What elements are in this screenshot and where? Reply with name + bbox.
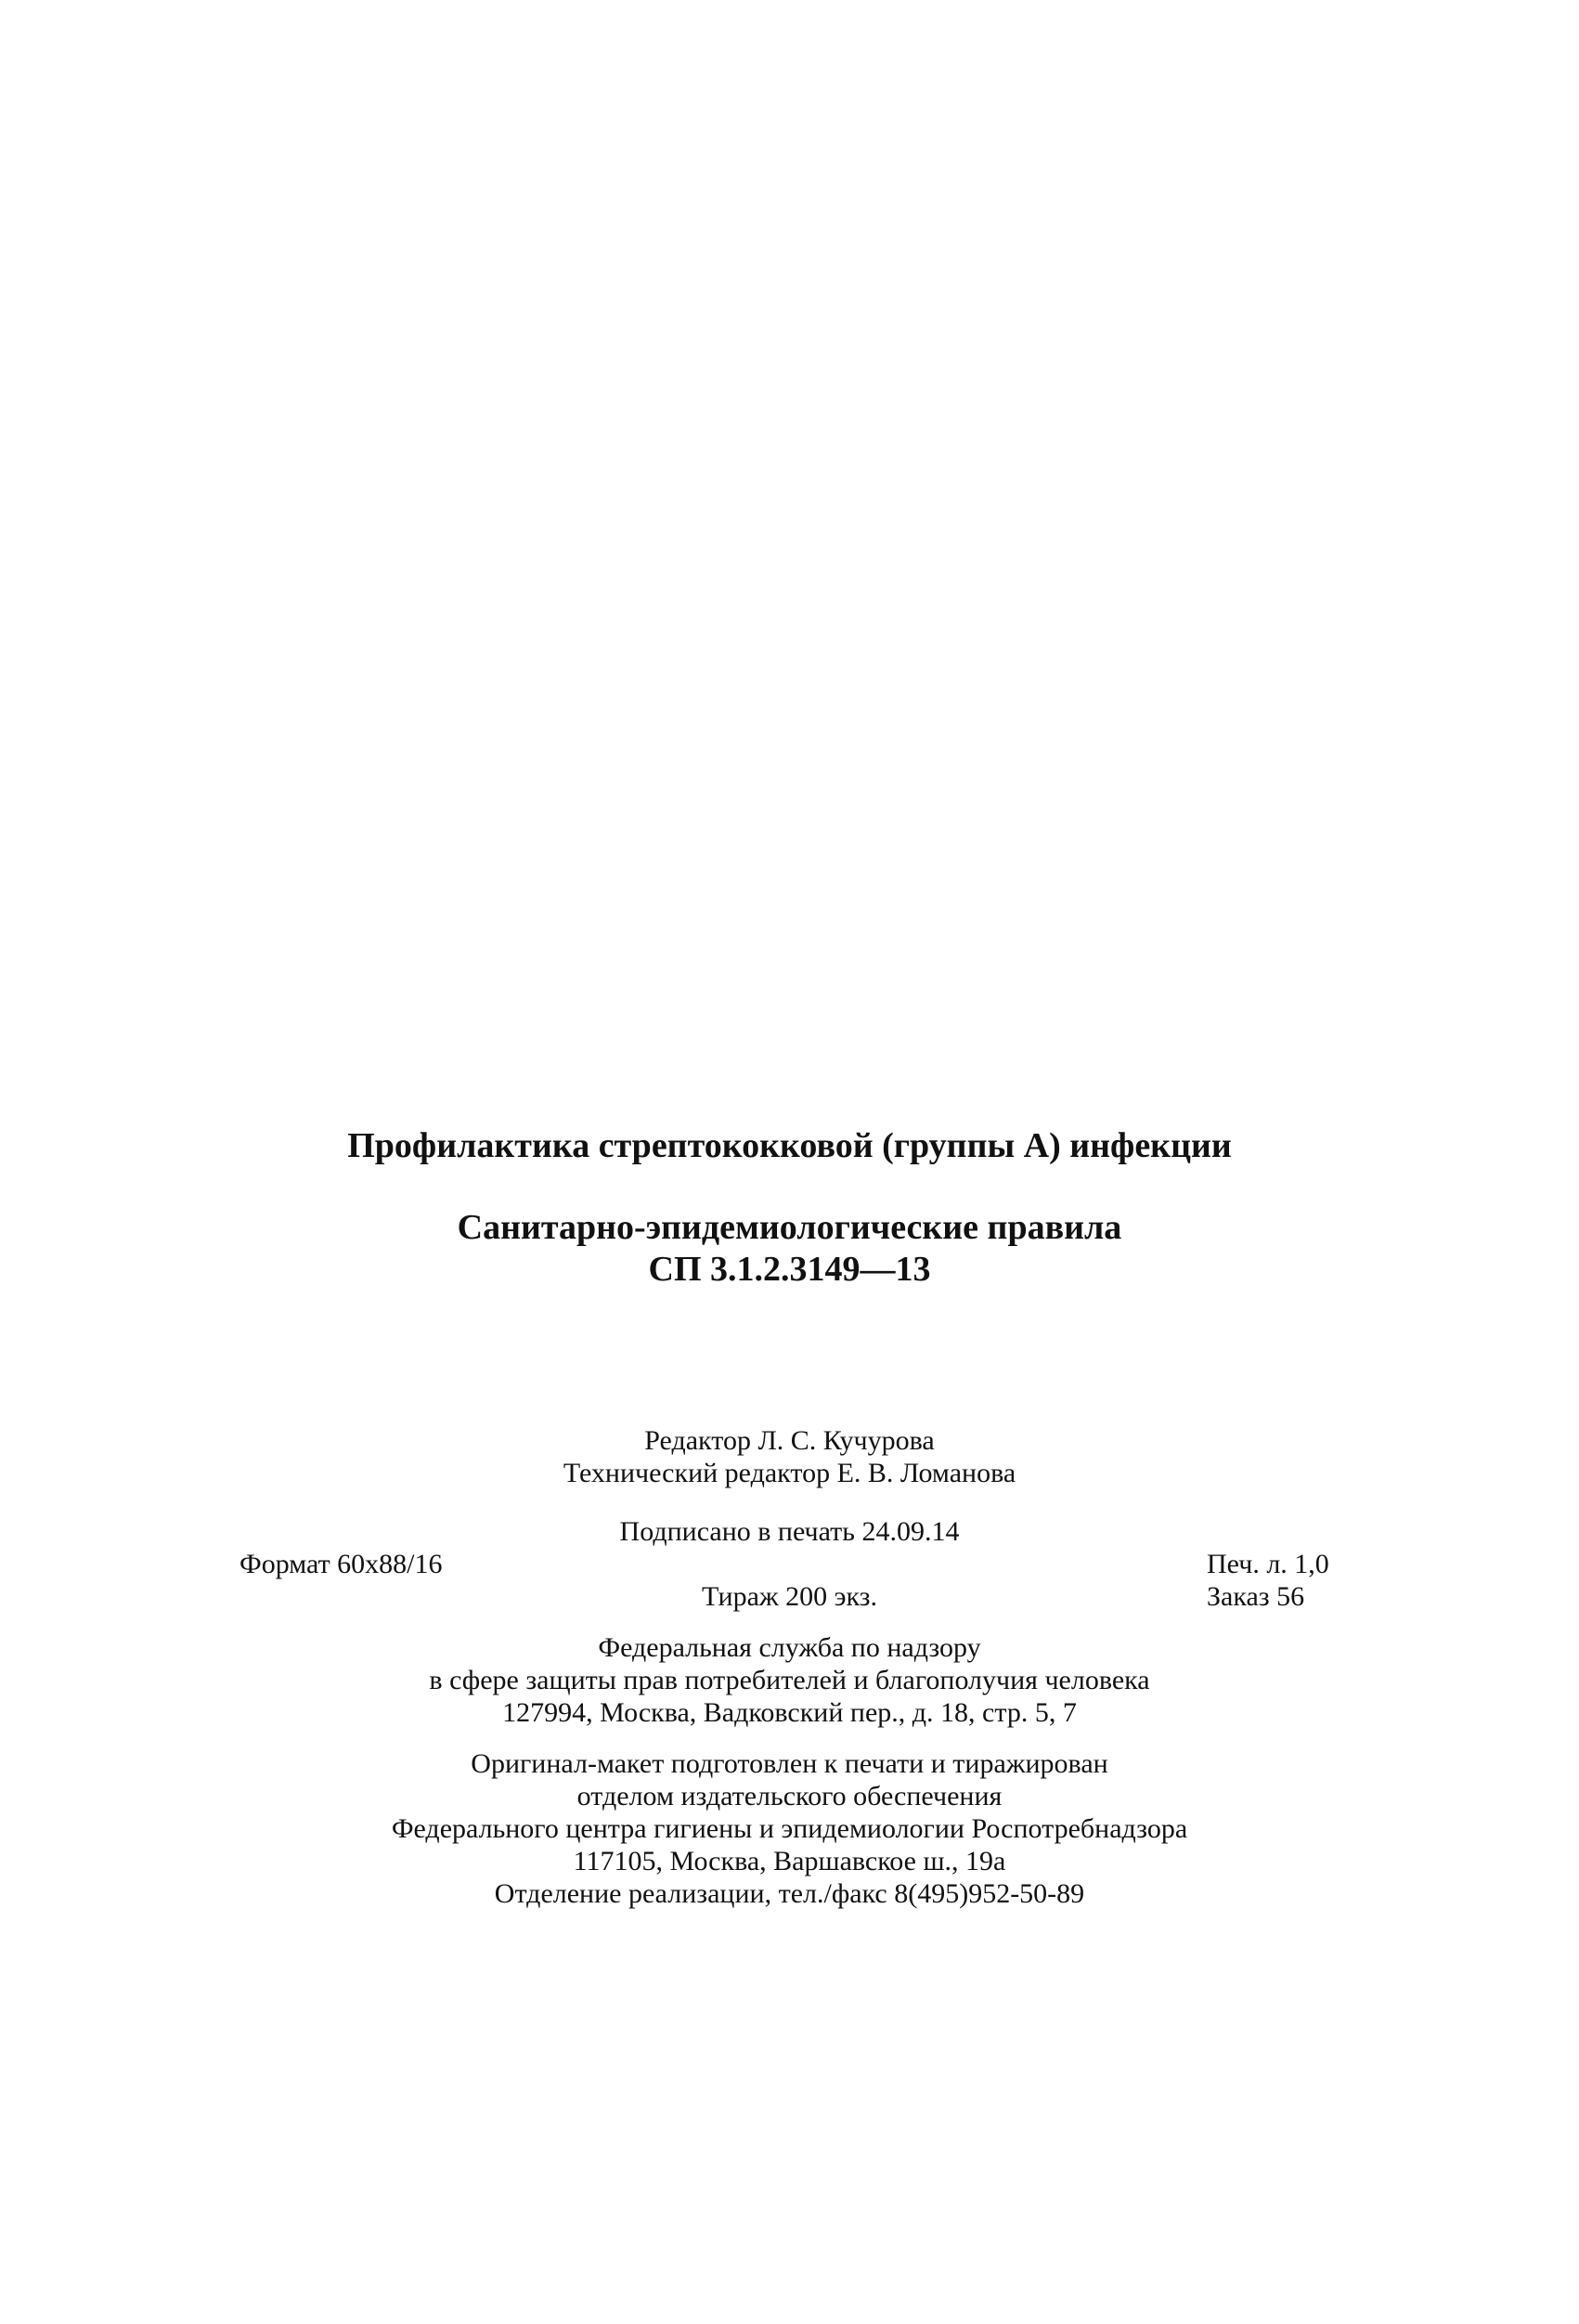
printer-address: 117105, Москва, Варшавское ш., 19а (573, 1846, 1006, 1876)
print-run: Тираж 200 экз. (701, 1581, 878, 1612)
publisher-line-1: Федеральная служба по надзору (598, 1632, 981, 1663)
document-code: СП 3.1.2.3149—13 (648, 1250, 931, 1289)
format-info: Формат 60x88/16 (239, 1549, 443, 1579)
publisher-address: 127994, Москва, Вадковский пер., д. 18, стр. 5, 7 (502, 1697, 1077, 1728)
signed-to-print: Подписано в печать 24.09.14 (619, 1516, 960, 1547)
document-subtitle: Санитарно-эпидемиологические правила (457, 1208, 1122, 1247)
printer-line-2: отделом издательского обеспечения (576, 1781, 1003, 1811)
print-sheets: Печ. л. 1,0 (1207, 1549, 1329, 1579)
publisher-line-2: в сфере защиты прав потребителей и благополучия человека (429, 1665, 1150, 1695)
sales-department-phone: Отделение реализации, тел./факс 8(495)952-50-89 (494, 1878, 1085, 1909)
editor-credit: Редактор Л. С. Кучурова (644, 1425, 935, 1456)
document-title: Профилактика стрептококковой (группы А) инфекции (347, 1126, 1232, 1165)
printer-line-1: Оригинал-макет подготовлен к печати и тиражирован (471, 1748, 1108, 1779)
printer-line-3: Федерального центра гигиены и эпидемиологии Роспотребнадзора (391, 1813, 1188, 1844)
tech-editor-credit: Технический редактор Е. В. Ломанова (563, 1458, 1016, 1488)
order-number: Заказ 56 (1207, 1581, 1305, 1612)
